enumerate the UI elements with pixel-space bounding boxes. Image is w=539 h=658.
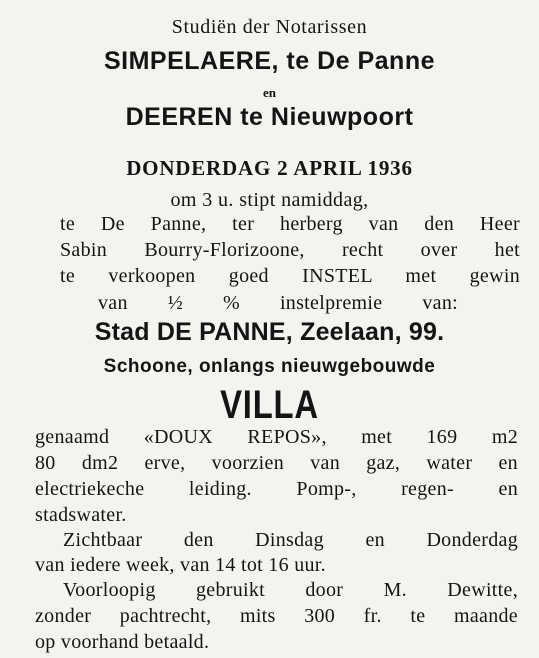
description-line: stadswater. (35, 504, 127, 526)
sale-terms-line: te verkoopen goed INSTEL met gewin (60, 265, 520, 287)
description-line: Zichtbaar den Dinsdag en Donderdag (63, 529, 518, 551)
description-line: electriekeche leiding. Pomp-, regen- en (35, 478, 518, 500)
notary-offices-heading: Studiën der Notarissen (171, 16, 368, 38)
description-line: genaamd «DOUX REPOS», met 169 m2 (35, 426, 518, 448)
description-line: op voorhand betaald. (35, 631, 210, 653)
notary-deeren: DEEREN te Nieuwpoort (125, 103, 414, 131)
description-line: van iedere week, van 14 tot 16 uur. (35, 554, 326, 576)
description-line: 80 dm2 erve, voorzien van gaz, water en (35, 452, 518, 474)
sale-time: om 3 u. stipt namiddag, (170, 189, 369, 211)
description-line: zonder pachtrecht, mits 300 fr. te maande (35, 605, 518, 627)
property-subtitle: Schoone, onlangs nieuwgebouwde (103, 356, 436, 377)
sale-location-line: Sabin Bourry-Florizoone, recht over het (60, 239, 520, 261)
conjunction-en: en (263, 85, 276, 100)
sale-date: DONDERDAG 2 APRIL 1936 (126, 156, 413, 180)
sale-terms-line: van ½ % instelpremie van: (98, 292, 458, 314)
sale-location-line: te De Panne, ter herberg van den Heer (60, 213, 520, 235)
notary-simpelaere: SIMPELAERE, te De Panne (103, 47, 436, 75)
description-line: Voorloopig gebruikt door M. Dewitte, (63, 579, 518, 601)
property-location: Stad DE PANNE, Zeelaan, 99. (94, 318, 445, 346)
property-type-title: VILLA (220, 383, 319, 427)
